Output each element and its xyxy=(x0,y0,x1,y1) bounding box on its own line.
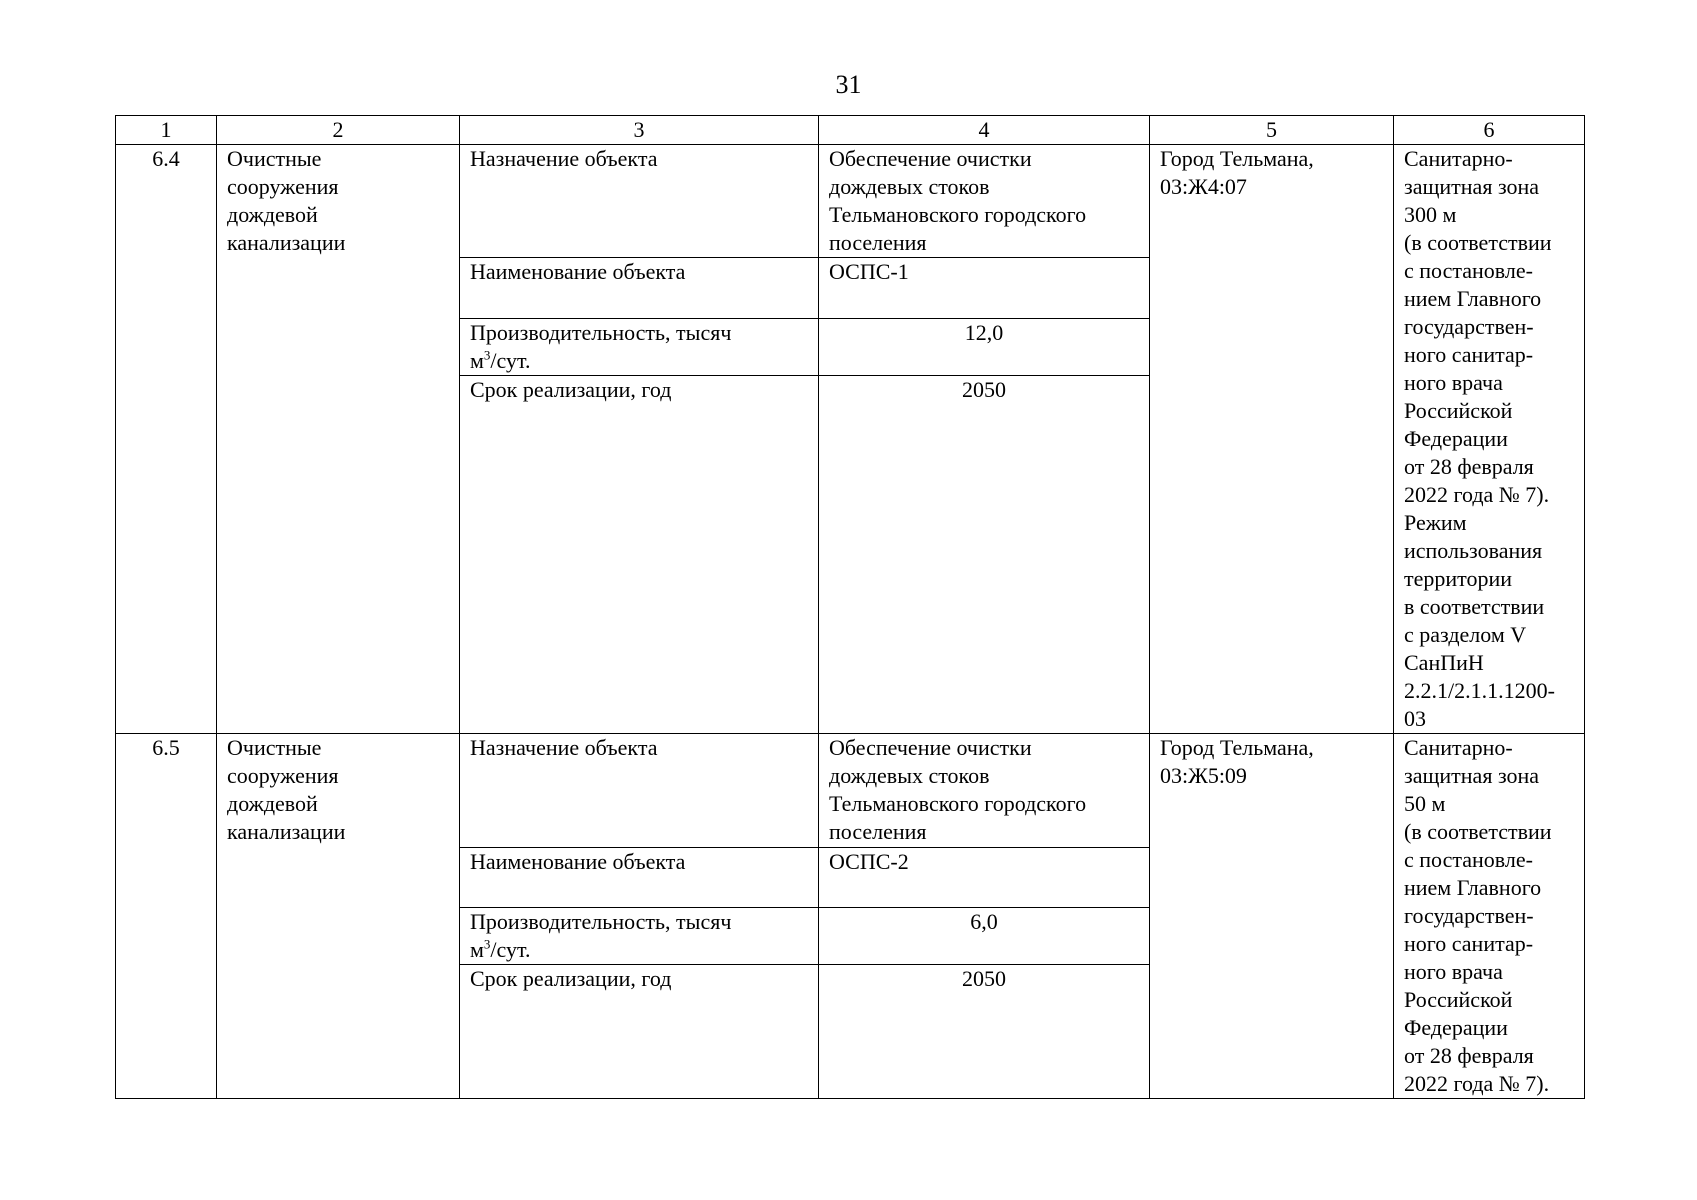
term-value: 2050 xyxy=(819,375,1150,733)
capacity-label-text: Производительность, тысяч м xyxy=(470,908,732,962)
capacity-label xyxy=(460,318,819,375)
term-label: Срок реализации, год xyxy=(460,375,819,733)
term-value: 2050 xyxy=(819,965,1150,1099)
capacity-label-unit: /сут. xyxy=(490,347,531,373)
purpose-value: Обеспечение очистки дождевых стоков Тельмановского городского поселения xyxy=(819,145,1150,258)
object-name: Очистные сооружения дождевой канализации xyxy=(217,145,460,734)
object-name-label: Наименование объекта xyxy=(460,847,819,907)
object-name-value: ОСПС-1 xyxy=(819,258,1150,318)
capacity-value: 12,0 xyxy=(819,318,1150,375)
column-header-1: 1 xyxy=(116,116,217,145)
column-header-2: 2 xyxy=(217,116,460,145)
row-number: 6.5 xyxy=(116,734,217,1099)
capacity-label-sup: 3 xyxy=(483,347,491,363)
column-header-4: 4 xyxy=(819,116,1150,145)
table-row xyxy=(116,734,1585,848)
row-number: 6.4 xyxy=(116,145,217,734)
capacity-value: 6,0 xyxy=(819,907,1150,964)
capacity-label-unit: /сут. xyxy=(490,936,531,962)
column-header-6: 6 xyxy=(1394,116,1585,145)
capacity-label-sup: 3 xyxy=(483,936,491,952)
zone-info: Санитарно- защитная зона 300 м (в соответствии с постановле- нием Главного государствен- ного санитар- ного врача Российской Федерации от 28 февраля 2022 года № 7). Режим использования территории в соответствии с разделом V СанПиН 2.2.1/2.1.1.1200- 03 xyxy=(1394,145,1585,734)
term-label: Срок реализации, год xyxy=(460,965,819,1099)
table-header-row xyxy=(116,116,1585,145)
capacity-label xyxy=(460,907,819,964)
location: Город Тельмана, 03:Ж5:09 xyxy=(1150,734,1394,1099)
page-number: 31 xyxy=(835,70,862,99)
data-table xyxy=(115,115,1585,1099)
object-name-label: Наименование объекта xyxy=(460,258,819,318)
object-name: Очистные сооружения дождевой канализации xyxy=(217,734,460,1099)
purpose-label: Назначение объекта xyxy=(460,145,819,258)
column-header-3: 3 xyxy=(460,116,819,145)
location: Город Тельмана, 03:Ж4:07 xyxy=(1150,145,1394,734)
object-name-value: ОСПС-2 xyxy=(819,847,1150,907)
capacity-label-text: Производительность, тысяч м xyxy=(470,319,732,373)
column-header-5: 5 xyxy=(1150,116,1394,145)
purpose-value: Обеспечение очистки дождевых стоков Тельмановского городского поселения xyxy=(819,734,1150,848)
zone-info: Санитарно- защитная зона 50 м (в соответствии с постановле- нием Главного государствен- ного санитар- ного врача Российской Федерации от 28 февраля 2022 года № 7). xyxy=(1394,734,1585,1099)
table-row xyxy=(116,145,1585,258)
purpose-label: Назначение объекта xyxy=(460,734,819,848)
